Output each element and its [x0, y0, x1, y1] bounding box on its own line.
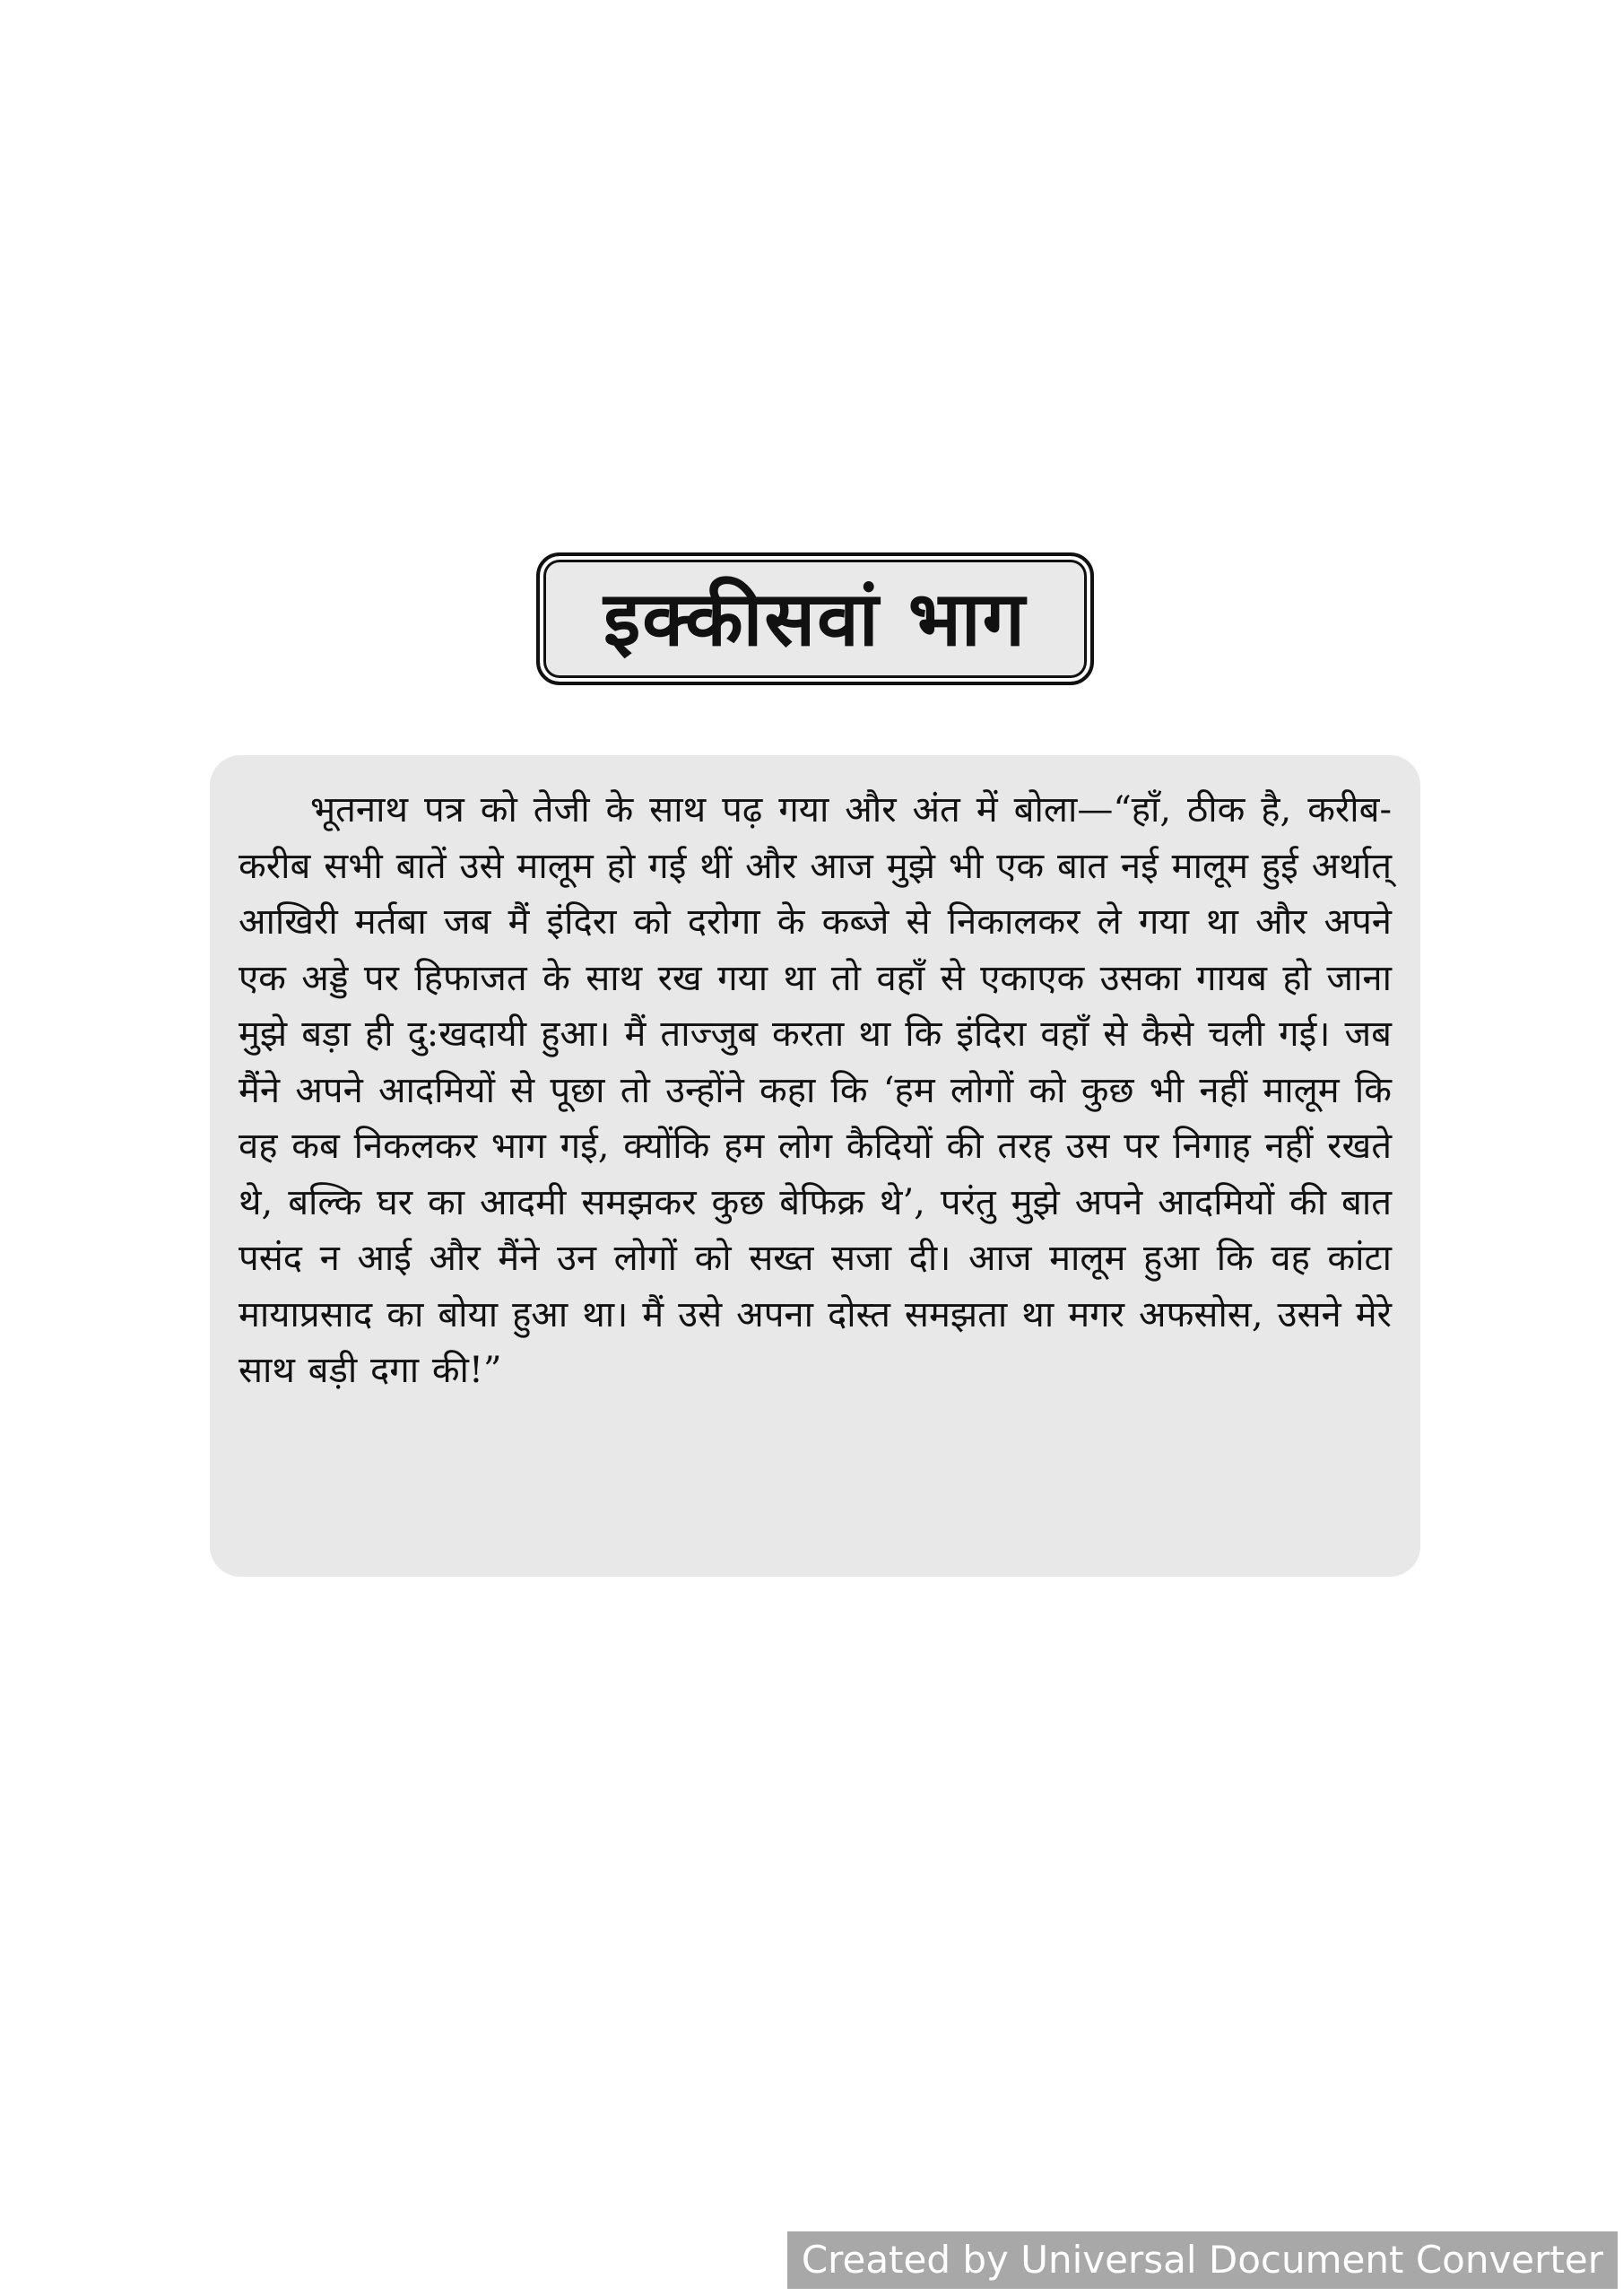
passage-box	[210, 755, 1420, 1577]
passage-text: भूतनाथ पत्र को तेजी के साथ पढ़ गया और अंत में बोला—“हाँ, ठीक है, करीब-करीब सभी बातें उसे मालूम हो गई थीं और आज मुझे भी एक बात नई मालूम हुई अर्थात् आखिरी मर्तबा जब मैं इंदिरा को दरोगा के कब्जे से निकालकर ले गया था और अपने एक अड्डे पर हिफाजत के साथ रख गया था तो वहाँ से एकाएक उसका गायब हो जाना मुझे बड़ा ही दु:खदायी हुआ। मैं ताज्जुब करता था कि इंदिरा वहाँ से कैसे चली गई। जब मैंने अपने आदमियों से पूछा तो उन्होंने कहा कि ‘हम लोगों को कुछ भी नहीं मालूम कि वह कब निकलकर भाग गई, क्योंकि हम लोग कैदियों की तरह उस पर निगाह नहीं रखते थे, बल्कि घर का आदमी समझकर कुछ बेफिक्र थे’, परंतु मुझे अपने आदमियों की बात पसंद न आई और मैंने उन लोगों को सख्त सजा दी। आज मालूम हुआ कि वह कांटा मायाप्रसाद का बोया हुआ था। मैं उसे अपना दोस्त समझता था मगर अफसोस, उसने मेरे साथ बड़ी दगा की!”	[239, 789, 1392, 1391]
chapter-title: इक्कीसवां भाग	[603, 575, 1027, 663]
chapter-title-box	[536, 552, 1094, 685]
watermark: Created by Universal Document Converter	[787, 2231, 1618, 2289]
